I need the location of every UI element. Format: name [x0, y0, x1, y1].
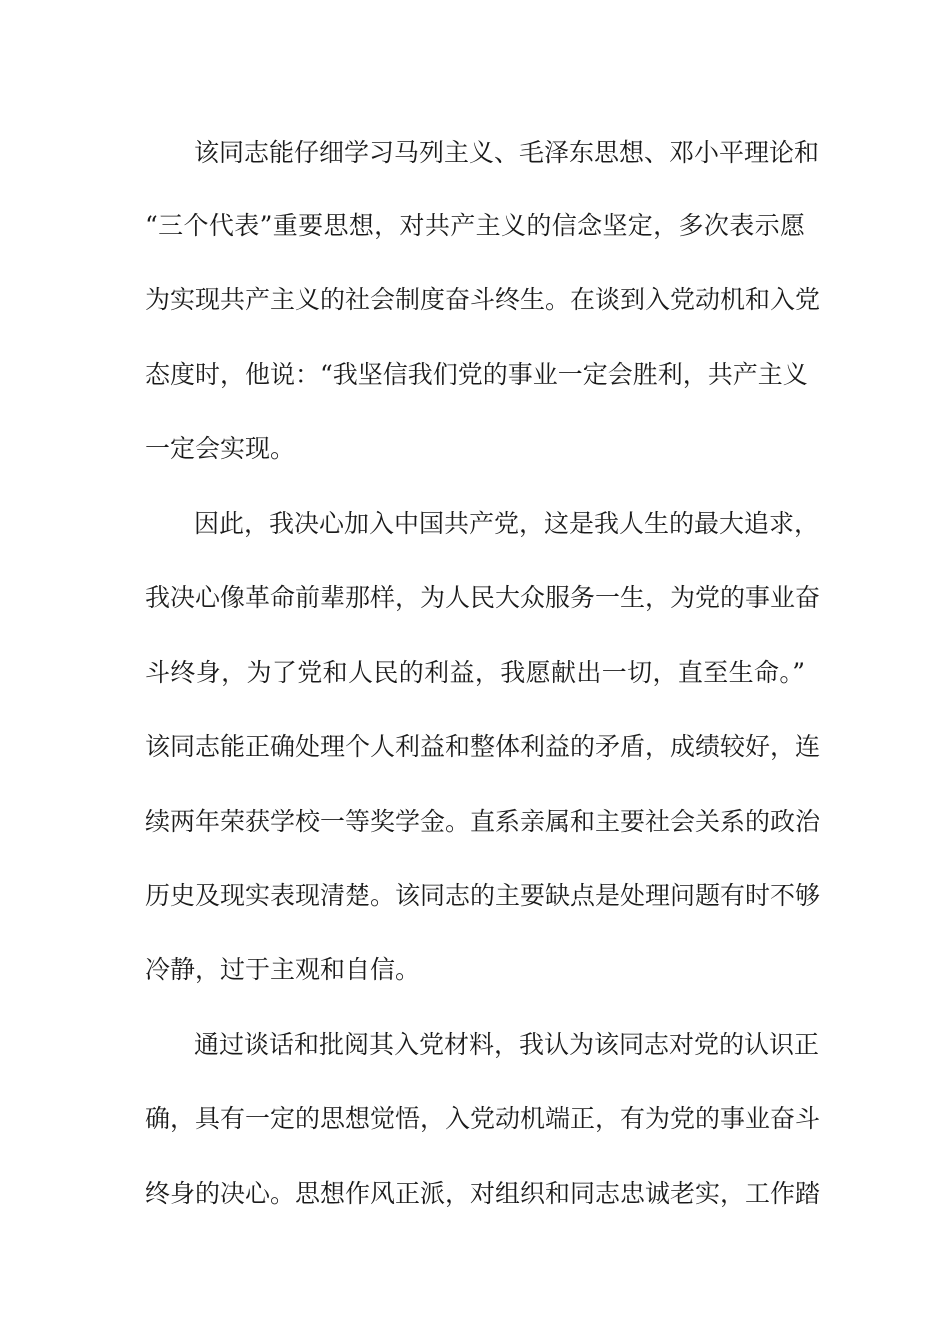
text-line: 我决心像革命前辈那样，为人民大众服务一生，为党的事业奋: [145, 583, 821, 612]
text-line: 因此，我决心加入中国共产党，这是我人生的最大追求，: [194, 509, 820, 538]
text-line: 确，具有一定的思想觉悟，入党动机端正，有为党的事业奋斗: [145, 1104, 821, 1133]
text-line: 一定会实现。: [145, 434, 296, 463]
text-line: 终身的决心。思想作风正派，对组织和同志忠诚老实，工作踏: [145, 1179, 821, 1208]
text-line: 该同志能仔细学习马列主义、毛泽东思想、邓小平理论和: [194, 138, 820, 167]
text-line: 历史及现实表现清楚。该同志的主要缺点是处理问题有时不够: [145, 881, 821, 910]
text-line: 斗终身，为了党和人民的利益，我愿献出一切，直至生命。”: [145, 658, 805, 687]
text-line: 态度时，他说：“我坚信我们党的事业一定会胜利，共产主义: [145, 360, 808, 389]
text-line: 通过谈话和批阅其入党材料，我认为该同志对党的认识正: [194, 1030, 820, 1059]
text-line: 续两年荣获学校一等奖学金。直系亲属和主要社会关系的政治: [145, 807, 821, 836]
text-line: 该同志能正确处理个人利益和整体利益的矛盾，成绩较好，连: [145, 732, 821, 761]
text-line: 为实现共产主义的社会制度奋斗终生。在谈到入党动机和入党: [145, 285, 821, 314]
text-line: 冷静，过于主观和自信。: [145, 955, 421, 984]
text-line: “三个代表”重要思想，对共产主义的信念坚定，多次表示愿: [145, 211, 805, 240]
